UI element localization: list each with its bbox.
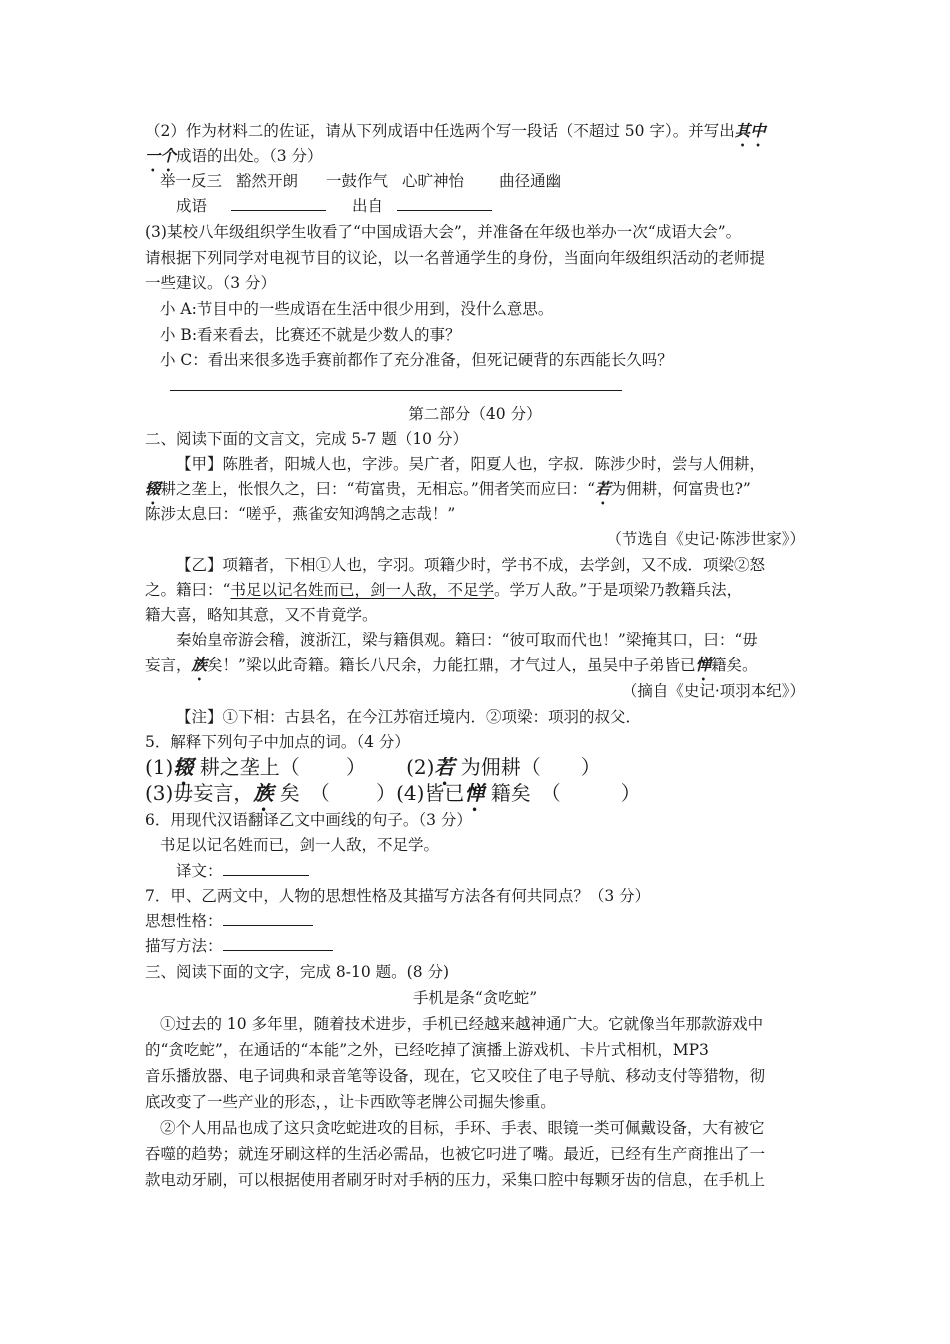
q5-num: (3)毋妄言， xyxy=(145,781,254,805)
keyword-chuo: 辍 xyxy=(173,755,194,779)
q2-text-2: 成语的出处。（3 分） xyxy=(176,147,323,165)
q7-answer-a xyxy=(145,911,313,931)
keyword-chuo: 辍 xyxy=(145,479,161,498)
section2-title: 二、阅读下面的文言文，完成 5-7 题（10 分） xyxy=(145,430,468,448)
yi-text: 之。籍曰：“ xyxy=(145,581,231,599)
para2-line2: 吞噬的趋势；就连牙刷这样的生活必需品，也被它叼进了嘴。最近，已经有生产商推出了一 xyxy=(145,1145,766,1163)
keyword-zu: 族 xyxy=(253,781,274,805)
student-a-comment: 小 A:节目中的一些成语在生活中很少用到，没什么意思。 xyxy=(160,300,554,318)
q5-blank[interactable]: 矣 （ ） xyxy=(273,781,397,805)
annotation-note: 【注】①下相：古县名，在今江苏宿迁境内．②项梁：项羽的叔父． xyxy=(176,708,642,726)
q5-title: 5．解释下列句子中加点的词。（4 分） xyxy=(145,733,410,751)
yi-text: 籍矣。 xyxy=(710,656,758,674)
jia-line3: 陈涉太息曰：“嗟乎，燕雀安知鸿鹄之志哉！” xyxy=(145,505,456,523)
q6-title: 6．用现代汉语翻译乙文中画线的句子。（3 分） xyxy=(145,811,472,829)
jia-source: （节选自《史记·陈涉世家》） xyxy=(606,530,805,548)
chengyu-label: 成语 xyxy=(176,197,208,215)
q7-blank[interactable] xyxy=(223,936,333,951)
keyword-dan: 惮 xyxy=(695,655,711,674)
q3-line1: (3)某校八年级组织学生收看了“中国成语大会”，并准备在年级也举办一次“成语大会”。 xyxy=(145,223,742,241)
para2-line3: 款电动牙刷，可以根据使用者刷牙时对手柄的压力，采集口腔中每颗牙齿的信息，在手机上 xyxy=(145,1171,766,1189)
q5-blank[interactable]: 耕之垄上（ ） xyxy=(193,755,367,779)
article-title: 手机是条“贪吃蛇” xyxy=(412,989,538,1007)
q5-num: (1) xyxy=(145,755,174,779)
jia-text: 耕之垄上，怅恨久之，曰：“苟富贵，无相忘。”佣者笑而应曰：“ xyxy=(160,480,596,498)
yi-line2 xyxy=(145,580,742,600)
idiom: 举一反三 xyxy=(160,172,223,190)
q5-num: (4)皆已 xyxy=(396,781,465,805)
yi-text: 妄言， xyxy=(145,656,192,674)
q5-blank[interactable]: 籍矣 （ ） xyxy=(484,781,641,805)
chengyu-blank[interactable] xyxy=(231,196,326,211)
q2-text: （2）作为材料二的佐证，请从下列成语中任选两个写一段话（不超过 50 字）。并写出 xyxy=(145,122,735,140)
q5-num: (2) xyxy=(406,755,435,779)
para1-line4: 底改变了一些产业的形态，，让卡西欧等老牌公司掘失惨重。 xyxy=(145,1093,556,1111)
q2-emphasis-2: 一个 xyxy=(145,146,177,165)
underlined-sentence: 书足以记名姓而已，剑一人敌，不足学 xyxy=(230,581,494,599)
para1-line2: 的“贪吃蛇”，在通话的“本能”之外，已经吃掉了演播上游戏机、卡片式相机，MP3 xyxy=(145,1041,709,1059)
q6-sentence: 书足以记名姓而已，剑一人敌，不足学。 xyxy=(160,836,440,854)
q6-blank[interactable] xyxy=(223,861,309,876)
keyword-zu: 族 xyxy=(191,655,208,674)
answer-line xyxy=(176,196,492,216)
keyword-dan: 惮 xyxy=(464,781,485,805)
q2-emphasis: 其中 xyxy=(734,121,766,140)
yi-text: 。学万人敌。”于是项梁乃教籍兵法， xyxy=(493,581,743,599)
student-c-comment: 小 C：看出来很多选手赛前都作了充分准备，但死记硬背的东西能长久吗？ xyxy=(160,351,673,369)
yi-source: （摘自《史记·项羽本纪》） xyxy=(621,682,805,700)
para1-line1: ①过去的 10 多年里，随着技术进步，手机已经越来越神通广大。它就像当年那款游戏中 xyxy=(160,1015,764,1033)
q3-line3: 一些建议。（3 分） xyxy=(145,274,277,292)
keyword-ruo: 若 xyxy=(434,755,455,779)
jia-text: 为佣耕，何富贵也?” xyxy=(610,480,751,498)
para2-line1: ②个人用品也成了这只贪吃蛇进攻的目标，手环、手表、眼镜一类可佩戴设备，大有被它 xyxy=(160,1119,765,1137)
q7-answer-b xyxy=(145,936,333,956)
q6-answer xyxy=(176,861,309,881)
chuchu-label: 出自 xyxy=(352,197,384,215)
yi-line5 xyxy=(145,655,758,684)
idiom-list xyxy=(160,171,561,191)
q5-blank[interactable]: 为佣耕（ ） xyxy=(454,755,601,779)
yi-text: 矣！”梁以此奇籍。籍长八尺余，力能扛鼎，才气过人，虽吴中子弟皆已 xyxy=(207,656,696,674)
part2-heading: 第二部分（40 分） xyxy=(408,405,542,423)
answer-rule[interactable] xyxy=(170,390,622,391)
yi-line4: 秦始皇帝游会稽，渡浙江，梁与籍俱观。籍曰：“彼可取而代也！”梁掩其口，曰：“毋 xyxy=(176,631,758,649)
q6-label: 译文： xyxy=(176,862,223,880)
q7-label: 描写方法： xyxy=(145,937,223,955)
chuchu-blank[interactable] xyxy=(397,196,492,211)
idiom: 心旷神怡 xyxy=(402,172,465,190)
idiom: 一鼓作气 xyxy=(326,172,389,190)
student-b-comment: 小 B:看来看去，比赛还不就是少数人的事？ xyxy=(160,326,461,344)
idiom: 曲径通幽 xyxy=(499,172,562,190)
q7-label: 思想性格： xyxy=(145,912,223,930)
yi-line3: 籍大喜，略知其意，又不肯竟学。 xyxy=(145,606,378,624)
idiom: 豁然开朗 xyxy=(236,172,299,190)
jia-line1: 【甲】陈胜者，阳城人也，字涉。吴广者，阳夏人也，字叔．陈涉少时，尝与人佣耕， xyxy=(176,455,766,473)
para1-line3: 音乐播放器、电子词典和录音笔等设备，现在，它又咬住了电子导航、移动支付等猎物，彻 xyxy=(145,1067,766,1085)
section3-title: 三、阅读下面的文字，完成 8-10 题。(8 分) xyxy=(145,963,450,981)
q7-blank[interactable] xyxy=(223,911,313,926)
q7-title: 7．甲、乙两文中，人物的思想性格及其描写方法各有何共同点？（3 分） xyxy=(145,887,651,905)
yi-line1: 【乙】项籍者，下相①人也，字羽。项籍少时，学书不成，去学剑，又不成．项梁②怒 xyxy=(176,556,766,574)
keyword-ruo: 若 xyxy=(595,479,611,498)
q3-line2: 请根据下列同学对电视节目的议论，以一名普通学生的身份，当面向年级组织活动的老师提 xyxy=(145,249,766,267)
